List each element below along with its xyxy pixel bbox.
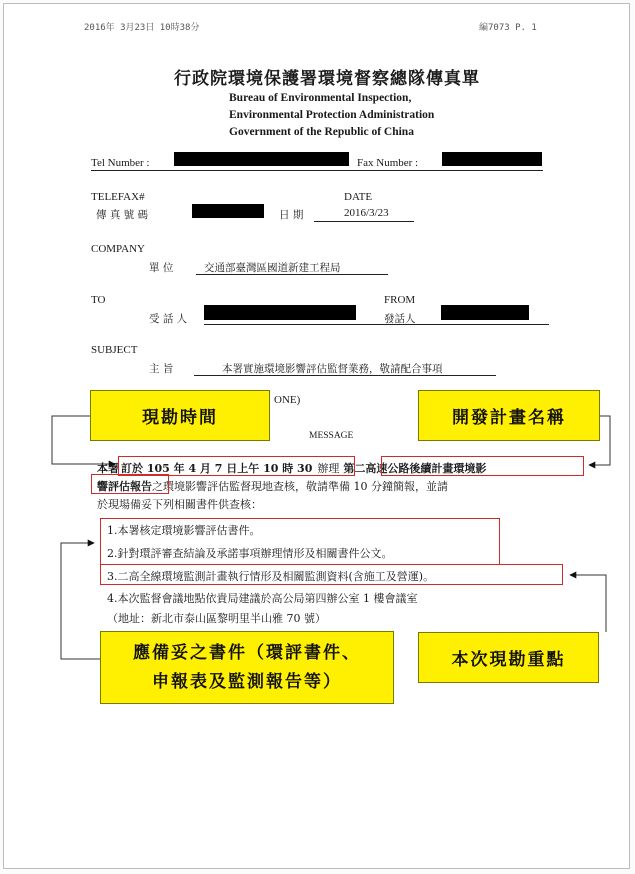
fax-page	[3, 3, 630, 869]
title-en-line-2: Environmental Protection Administration	[229, 109, 435, 121]
date-zh-label: 日 期	[279, 209, 304, 221]
message-line-2: 響評估報告之環境影響評估監督現地查核，敬請準備 10 分鐘簡報，並請	[97, 480, 448, 493]
phone-partial: ONE)	[274, 394, 301, 406]
telefax-label: TELEFAX#	[91, 191, 145, 203]
page-title-zh: 行政院環境保護署環境督察總隊傳真單	[174, 69, 480, 89]
item-1: 1.本署核定環境影響評估書件。	[107, 524, 261, 537]
company-value: 交通部臺灣區國道新建工程局	[204, 262, 341, 274]
callout-documents: 應備妥之書件（環評書件、 申報表及監測報告等）	[100, 631, 394, 704]
to-zh-label: 受 話 人	[149, 313, 188, 325]
to-label: TO	[91, 294, 106, 306]
telefax-zh-label: 傳 真 號 碼	[96, 209, 149, 221]
item-3: 3.二高全線環境監測計畫執行情形及相關監測資料(含施工及營運)。	[107, 570, 435, 583]
message-line-1: 本署 訂於 105 年 4 月 7 日上午 10 時 30 辦理 第二高速公路後續計畫環境影	[97, 462, 487, 475]
fax-page-ref: 編7073 P. 1	[479, 23, 537, 33]
title-en-line-3: Government of the Republic of China	[229, 126, 414, 138]
from-label: FROM	[384, 294, 416, 306]
message-line-3: 於現場備妥下列相關書件供查核：	[97, 498, 262, 511]
company-zh-label: 單 位	[149, 262, 174, 274]
fax-timestamp: 2016年 3月23日 10時38分	[84, 23, 200, 33]
item-4-line-1: 4.本次監督會議地點依貴局建議於高公局第四辦公室 1 樓會議室	[107, 592, 418, 605]
callout-project-name: 開發計畫名稱	[418, 390, 600, 441]
date-value: 2016/3/23	[344, 207, 389, 219]
from-zh-label: 發話人	[384, 313, 416, 325]
fax-label: Fax Number :	[357, 157, 419, 169]
title-en-line-1: Bureau of Environmental Inspection,	[229, 92, 412, 104]
date-label: DATE	[344, 191, 373, 203]
subject-zh-label: 主 旨	[149, 363, 174, 375]
tel-label: Tel Number :	[91, 157, 150, 169]
item-2: 2.針對環評審查結論及承諾事項辦理情形及相關書件公文。	[107, 547, 393, 560]
callout-focus: 本次現勘重點	[418, 632, 599, 683]
callout-inspection-time: 現勘時間	[90, 390, 270, 441]
item-4-line-2: （地址：新北市泰山區黎明里半山雅 70 號）	[107, 612, 326, 625]
message-label: MESSAGE	[309, 431, 354, 441]
company-label: COMPANY	[91, 243, 146, 255]
subject-value: 本署實施環境影響評估監督業務，敬請配合事項	[222, 363, 443, 375]
subject-label: SUBJECT	[91, 344, 138, 356]
